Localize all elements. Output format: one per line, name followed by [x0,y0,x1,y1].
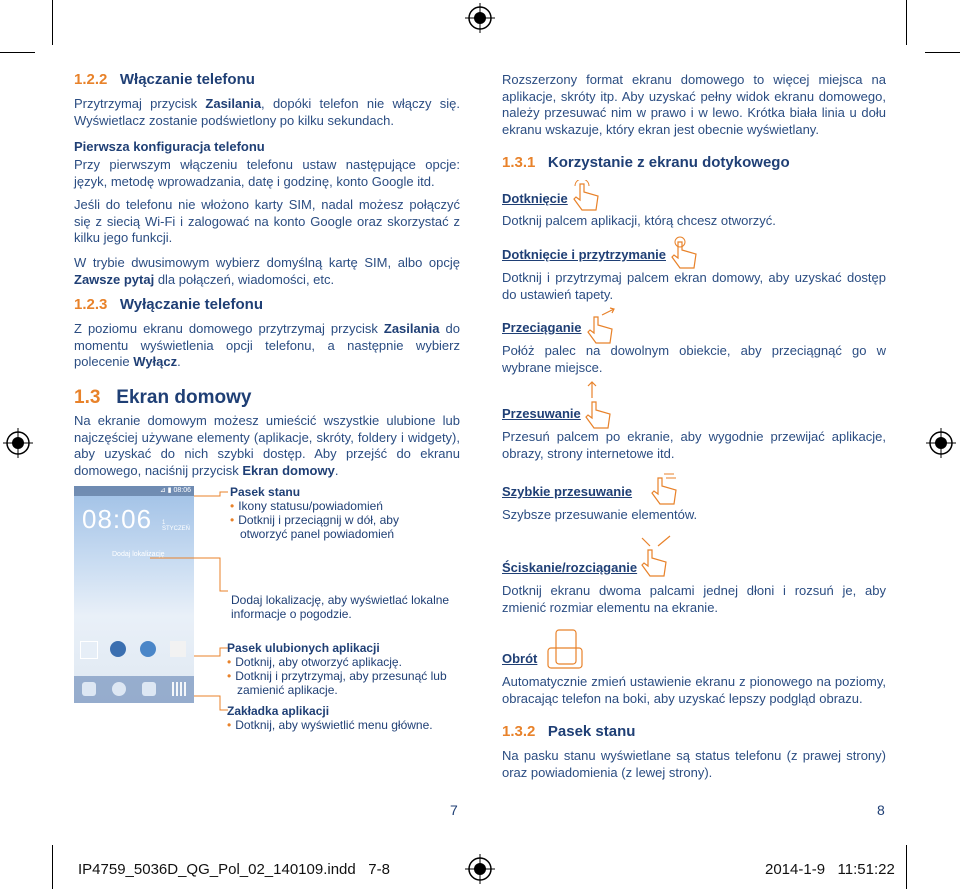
gesture-touch-hold-title: Dotknięcie i przytrzymanie [502,247,666,262]
page-number-right: 8 [877,802,885,818]
section-1-2-3-heading: 1.2.3 Wyłączanie telefonu [74,296,263,313]
date-widget: 1 STYCZEŃ [162,520,191,532]
tap-gesture-icon [572,180,602,214]
callout-favorites: Pasek ulubionych aplikacji • Dotknij, aby otworzyć aplikację. • Dotknij i przytrzymaj, aby przesunąć lub zamienić aplikacje. [227,641,447,697]
registration-mark-icon [465,854,495,884]
slide-gesture-icon [582,380,616,430]
touch-hold-gesture-icon [670,236,700,272]
registration-mark-icon [926,428,956,458]
gesture-touch-hold-text: Dotknij i przytrzymaj palcem ekran domowy, aby uzyskać dostęp do ustawień tapety. [502,270,886,302]
callout-status-bar: Pasek stanu • Ikony statusu/powiadomień • Dotknij i przeciągnij w dół, aby otworzyć panel powiadomień [230,485,399,541]
gesture-pinch-text: Dotknij ekranu dwoma palcami jednej dłoni i rozsuń je, aby zmienić rozmiar elementu na ekranie. [502,583,886,615]
gesture-rotate-text: Automatycznie zmień ustawienie ekranu z pionowego na poziomy, obracając telefon na boki, aby uzyskać lepszy podgląd obrazu. [502,674,886,706]
crop-mark [906,0,907,45]
gesture-drag-title: Przeciąganie [502,320,582,335]
footer-filename: IP4759_5036D_QG_Pol_02_140109.indd 7-8 [78,861,390,878]
first-setup-paragraph: Przy pierwszym włączeniu telefonu ustaw następujące opcje: język, metodę wprowadzania, datę i godzinę, konto Google itd. [74,157,460,189]
gesture-slide-text: Przesuń palcem po ekranie, aby wygodnie przewijać aplikacje, obrazy, strony internetowe itd. [502,429,886,461]
phone-icon[interactable] [82,682,96,696]
gesture-drag-text: Połóż palec na dowolnym obiekcie, aby przeciągnąć go w wybrane miejsce. [502,343,886,375]
no-sim-paragraph: Jeśli do telefonu nie włożono karty SIM, nadal możesz połączyć się z siecią Wi-Fi i zalogować na konto Google oraz skorzystać z kilku jego funkcji. [74,197,460,245]
registration-mark-icon [465,3,495,33]
rotate-gesture-icon [542,626,590,674]
gesture-tap-text: Dotknij palcem aplikacji, którą chcesz otworzyć. [502,213,776,228]
gesture-slide-title: Przesuwanie [502,406,581,421]
power-on-paragraph: Przytrzymaj przycisk Zasilania, dopóki telefon nie włączy się. Wyświetlacz zostanie podświetlony po kilku sekundach. [74,96,460,128]
section-number: 1.2.2 [74,71,108,88]
footer-timestamp: 2014-1-9 11:51:22 [765,861,895,878]
callout-lines [100,486,240,716]
first-setup-heading: Pierwsza konfiguracja telefonu [74,139,265,154]
flick-gesture-icon [648,468,682,506]
crop-mark [52,845,53,889]
gesture-rotate-title: Obrót [502,651,538,666]
app-icon[interactable] [80,641,98,659]
location-widget: Dodaj lokalizację [112,551,165,558]
callout-location: Dodaj lokalizację, aby wyświetlać lokalne informacje o pogodzie. [231,593,450,621]
home-screen-extended-paragraph: Rozszerzony format ekranu domowego to więcej miejsca na aplikacje, skróty itp. Aby uzyskać pełny widok ekranu domowego, należy przesuwać nim w prawo i w lewo. Krótka biała linia u dołu ekranu wskazuje, który ekran jest obecnie wyświetlany. [502,72,886,137]
dual-sim-paragraph: W trybie dwusimowym wybierz domyślną kartę SIM, albo opcję Zawsze pytaj dla połączeń, wiadomości, etc. [74,255,460,287]
home-screen-paragraph: Na ekranie domowym możesz umieścić wszystkie ulubione lub najczęściej używane elementy (aplikacje, skróty, foldery i widgety), aby uzyskać do nich szybki dostęp. Aby przejść do ekranu domowego, naciśnij przycisk Ekran domowy. [74,413,460,478]
callout-apps-tab: Zakładka aplikacji • Dotknij, aby wyświetlić menu główne. [227,704,433,732]
clock-widget: 08:06 [82,504,153,534]
gesture-flick-text: Szybsze przesuwanie elementów. [502,507,698,522]
crop-mark [0,52,35,53]
crop-mark [906,845,907,889]
crop-mark [925,52,960,53]
section-1-3-1-heading: 1.3.1 Korzystanie z ekranu dotykowego [502,154,790,171]
gesture-tap-title: Dotknięcie [502,191,568,206]
page-number-left: 7 [450,802,458,818]
section-title: Włączanie telefonu [119,71,255,88]
status-bar-text: ⊿ ▮ 08:06 [159,487,191,494]
gesture-pinch-title: Ściskanie/rozciąganie [502,560,638,575]
pinch-gesture-icon [636,534,678,578]
section-1-2-2-heading [74,71,255,88]
section-1-3-heading: 1.3 Ekran domowy [74,387,252,408]
section-1-3-2-heading: 1.3.2 Pasek stanu [502,723,636,740]
status-bar-paragraph: Na pasku stanu wyświetlane są status telefonu (z prawej strony) oraz powiadomienia (z lewej strony). [502,748,886,780]
crop-mark [52,0,53,45]
gesture-flick-title: Szybkie przesuwanie [502,484,633,499]
registration-mark-icon [3,428,33,458]
drag-gesture-icon [584,307,620,345]
power-off-paragraph: Z poziomu ekranu domowego przytrzymaj przycisk Zasilania do momentu wyświetlenia opcji telefonu, a następnie wybierz polecenie Wyłącz. [74,321,460,369]
